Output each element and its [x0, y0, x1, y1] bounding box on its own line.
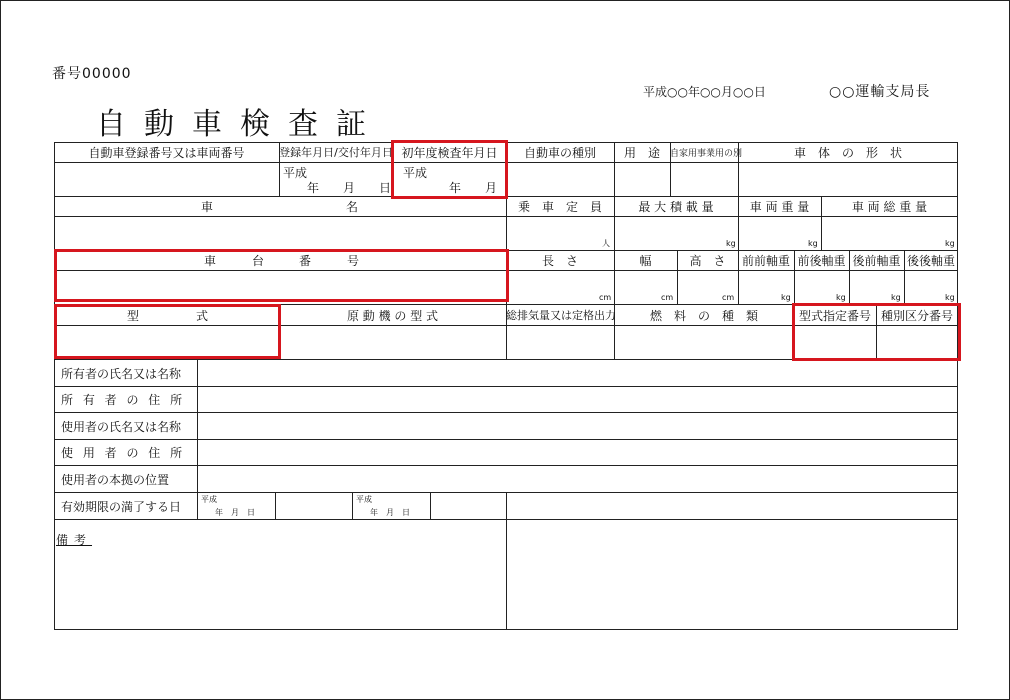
width-label: 幅	[639, 254, 652, 268]
highlight-chassis-number	[54, 249, 509, 302]
fr-axle-label: 前後軸重	[797, 254, 846, 268]
rr-axle-label: 後後軸重	[906, 254, 955, 268]
unit-kg: kg	[891, 293, 901, 302]
rf-axle-label: 後前軸重	[852, 254, 901, 268]
unit-cm: cm	[599, 293, 612, 302]
engine-model-label: 原 動 機 の 型 式	[346, 309, 439, 323]
type-designation-label: 型式指定番号	[798, 309, 871, 323]
model-label-b: 式	[196, 309, 209, 323]
unit-kg: kg	[945, 293, 955, 302]
unit-cm: cm	[722, 293, 735, 302]
chassis-label-1: 車	[204, 254, 217, 268]
user-base-label: 使用者の本拠の位置	[61, 473, 170, 487]
highlight-type-designation	[792, 303, 961, 361]
unit-kg: kg	[726, 239, 736, 248]
rule	[197, 359, 198, 519]
serial-number: 番号00000	[52, 66, 132, 82]
height-label: 高 さ	[689, 254, 726, 268]
highlight-first-registration	[391, 140, 508, 199]
reg-date-era: 平成	[283, 166, 308, 180]
expiry-era-2: 平成	[356, 495, 372, 504]
chassis-label-3: 番	[299, 254, 312, 268]
rule	[54, 465, 958, 466]
expiry-ymd-1: 年 月 日	[215, 508, 255, 517]
vehicle-kind-label: 自動車の種別	[523, 146, 596, 160]
rule	[352, 492, 353, 519]
user-address-label: 使 用 者 の 住 所	[61, 446, 186, 460]
vehicle-weight-label: 車 両 重 量	[749, 200, 810, 214]
owner-address-label: 所 有 者 の 住 所	[61, 393, 186, 407]
usage-label: 用 途	[623, 146, 660, 160]
max-load-label: 最 大 積 載 量	[638, 200, 714, 214]
expiry-ymd-2: 年 月 日	[370, 508, 410, 517]
document-title: 自動車検査証	[96, 107, 384, 142]
category-no-label: 種別区分番号	[880, 309, 953, 323]
highlight-model	[54, 304, 281, 359]
capacity-label: 乗 車 定 員	[517, 200, 602, 214]
car-name-label-b: 名	[346, 200, 359, 214]
expiry-era-1: 平成	[201, 495, 217, 504]
user-name-label: 使用者の氏名又は名称	[61, 420, 182, 434]
displacement-label: 総排気量又は定格出力	[506, 309, 616, 322]
rule	[275, 492, 276, 519]
chassis-label-4: 号	[347, 254, 360, 268]
unit-cm: cm	[661, 293, 674, 302]
rule	[54, 439, 958, 440]
unit-person: 人	[602, 239, 610, 248]
first-reg-label: 初年度検査年月日	[401, 146, 498, 160]
rule	[506, 492, 507, 630]
model-label-a: 型	[127, 309, 140, 323]
private-business-label: 自家用事業用の別	[670, 149, 743, 159]
unit-kg: kg	[836, 293, 846, 302]
rule	[54, 386, 958, 387]
gross-weight-label: 車 両 総 重 量	[851, 200, 928, 214]
rule	[54, 412, 958, 413]
first-reg-era: 平成	[403, 166, 428, 180]
unit-kg: kg	[808, 239, 818, 248]
reg-date-ymd: 年 月 日	[307, 181, 392, 195]
ff-axle-label: 前前軸重	[741, 254, 790, 268]
unit-kg: kg	[781, 293, 791, 302]
fuel-label: 燃 料 の 種 類	[649, 309, 758, 323]
reg-number-label: 自動車登録番号又は車両番号	[88, 146, 245, 160]
car-name-label-a: 車	[201, 200, 214, 214]
issuer: ○○運輸支局長	[829, 84, 931, 100]
issue-date: 平成○○年○○月○○日	[643, 85, 766, 99]
unit-kg: kg	[945, 239, 955, 248]
rule	[430, 492, 431, 519]
length-label: 長 さ	[541, 254, 578, 268]
expiry-label: 有効期限の満了する日	[61, 500, 182, 514]
first-reg-ym: 年 月	[448, 181, 497, 195]
owner-name-label: 所有者の氏名又は名称	[61, 367, 182, 381]
chassis-label-2: 台	[252, 254, 265, 268]
reg-date-label: 登録年月日/交付年月日	[279, 146, 393, 159]
remarks-label: 備考	[56, 533, 93, 547]
body-shape-label: 車 体 の 形 状	[793, 146, 902, 160]
